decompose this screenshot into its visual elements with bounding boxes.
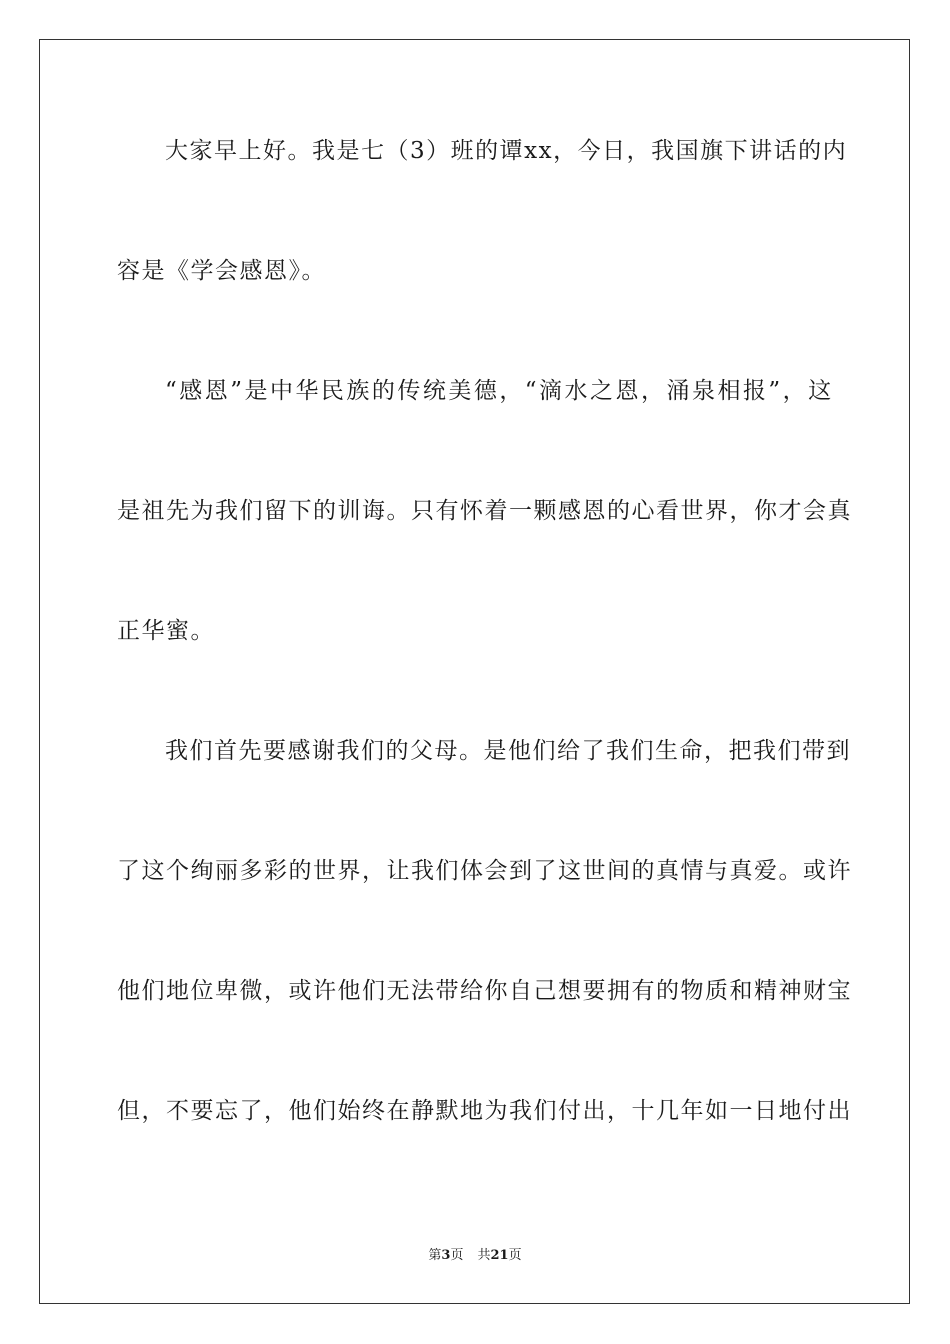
text-line: 是 祖 先 为 我 们 留 下 的 训 诲 。 只 有 怀 着 一 颗 感 恩 的 心 看 世 界 ， 你 才 会 真 [117,498,852,524]
text-line: 正华蜜。 [117,618,215,644]
text-line: 但 ， 不 要 忘 了 ， 他 们 始 终 在 静 默 地 为 我 们 付 出 ， 十 几 年 如 一 日 地 付 出 [117,1098,852,1124]
page-prefix: 第 [428,1248,442,1263]
text-line: 我 们 首 先 要 感 谢 我 们 的 父 母 。 是 他 们 给 了 我 们 生 命 ， 把 我 们 带 到 [165,738,851,764]
text-line: 了 这 个 绚 丽 多 彩 的 世 界 ， 让 我 们 体 会 到 了 这 世 间 的 真 情 与 真 爱 。 或 许 [117,858,852,884]
total-page-count: 21 [490,1248,509,1263]
page-suffix: 页 [450,1248,464,1263]
current-page-number: 3 [441,1248,451,1263]
total-suffix: 页 [508,1248,522,1263]
text-line: 他 们 地 位 卑 微 ， 或 许 他 们 无 法 带 给 你 自 己 想 要 拥 有 的 物 质 和 精 神 财 宝 [117,978,852,1004]
total-prefix: 共 [477,1248,491,1263]
page-footer [0,1247,950,1265]
text-line: 大 家 早 上 好 。 我 是 七 （ 3 ） 班 的 谭 x x ， 今 日 ， 我 国 旗 下 讲 话 的 内 [165,138,848,164]
text-line: 容是《学会感恩》。 [117,258,326,284]
text-line: “ 感 恩 ” 是 中 华 民 族 的 传 统 美 德 ， “ 滴 水 之 恩 ， 涌 泉 相 报 ” ， 这 [165,378,833,404]
